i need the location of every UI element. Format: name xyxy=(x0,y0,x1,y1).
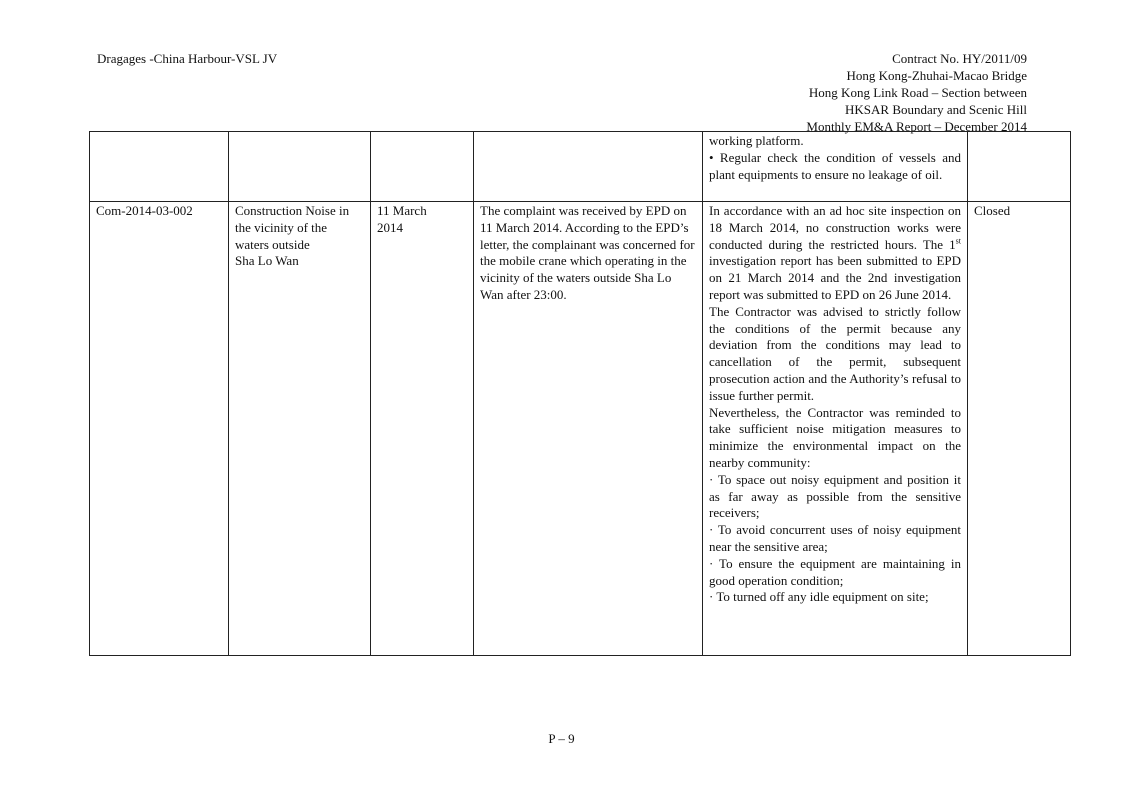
cell-subject xyxy=(229,202,371,656)
description-part-2: letter, the complainant was concerned for the mobile crane which operating in the xyxy=(480,236,695,269)
contract-header xyxy=(806,50,1027,135)
cell-description xyxy=(474,202,703,656)
cell-follow-up-action xyxy=(703,132,968,202)
cell-follow-up-action xyxy=(703,202,968,656)
description-part-3: vicinity of the waters outside Sha Lo Wan after 23:00. xyxy=(480,270,672,302)
action-paragraph-2: The Contractor was advised to strictly follow the conditions of the permit because any deviation from the conditions may lead to cancellation of the permit, subsequent prosecution action and the Authority’s refusal to issue further permit. xyxy=(709,303,961,403)
complaint-log-table xyxy=(89,131,1071,656)
subject-text: Construction Noise in the vicinity of the waters outside xyxy=(235,203,350,252)
cell-date: 11 March 2014 xyxy=(371,202,474,656)
action-paragraph-1 xyxy=(709,203,961,304)
table-row xyxy=(90,202,1071,656)
cell-empty xyxy=(474,132,703,202)
contract-number: Contract No. HY/2011/09 xyxy=(892,51,1027,66)
action-bullet: · To ensure the equipment are maintaining in good operation condition; xyxy=(709,555,961,588)
action-bullet: · To avoid concurrent uses of noisy equipment near the sensitive area; xyxy=(709,522,961,554)
cell-complaint-id: Com-2014-03-002 xyxy=(90,202,229,656)
action-paragraph-3: Nevertheless, the Contractor was reminded to take sufficient noise mitigation measures to minimize the environmental impact on the nearby community: xyxy=(709,404,961,470)
action-p1-text: In accordance with an ad hoc site inspection on 18 March 2014, no construction works were conducted during the restricted hours. The 1 xyxy=(709,203,961,252)
report-title: Monthly EM&A Report – December 2014 xyxy=(806,119,1027,134)
action-bullet: • Regular check the condition of vessels and plant equipments to ensure no leakage of oil. xyxy=(709,149,961,182)
action-bullet: · To space out noisy equipment and position it as far away as possible from the sensitive receivers; xyxy=(709,471,961,521)
contractor-name: Dragages -China Harbour-VSL JV xyxy=(97,51,278,66)
action-text: working platform. xyxy=(709,133,804,148)
cell-empty xyxy=(968,132,1071,202)
project-section: Hong Kong Link Road – Section between xyxy=(808,85,1027,100)
page-number: P – 9 xyxy=(548,731,575,746)
cell-empty xyxy=(90,132,229,202)
ordinal-suffix: st xyxy=(955,236,961,246)
subject-location: Sha Lo Wan xyxy=(235,253,299,269)
action-bullet: · To turned off any idle equipment on site; xyxy=(709,589,929,605)
cell-empty xyxy=(371,132,474,202)
cell-status: Closed xyxy=(968,202,1071,656)
table-row-continued xyxy=(90,132,1071,202)
project-name: Hong Kong-Zhuhai-Macao Bridge xyxy=(846,68,1027,83)
cell-empty xyxy=(229,132,371,202)
project-section-extent: HKSAR Boundary and Scenic Hill xyxy=(845,102,1027,117)
action-p1-text-cont: investigation report has been submitted to EPD on 21 March 2014 and the 2nd investigation report was submitted to EPD on 26 June 2014. xyxy=(709,253,961,302)
description-part-1: The complaint was received by EPD on 11 March 2014. According to the EPD’s xyxy=(480,203,689,235)
